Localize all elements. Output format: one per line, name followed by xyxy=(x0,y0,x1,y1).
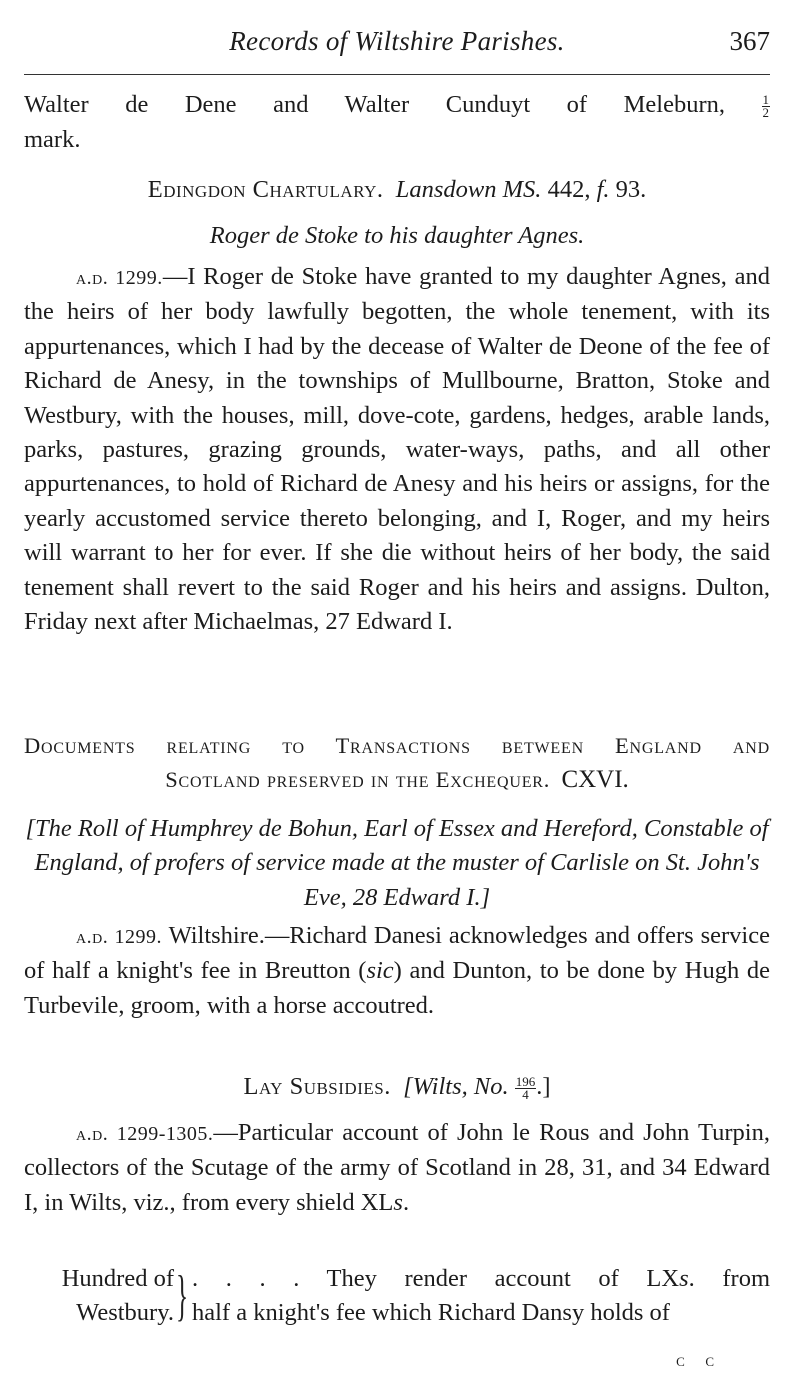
lay-heading-ref: [Wilts, No. xyxy=(403,1073,509,1100)
lay-fraction xyxy=(515,1073,537,1102)
hundred-account-line1-post: . from xyxy=(688,1265,770,1292)
hundred-label xyxy=(24,1262,174,1331)
intro-line-2: mark. xyxy=(24,126,81,153)
edingdon-heading-ref: Lansdown MS. xyxy=(395,176,542,203)
fraction-denominator: 2 xyxy=(762,104,770,120)
hundred-account-line1 xyxy=(192,1262,770,1296)
lay-heading-close: .] xyxy=(536,1073,551,1100)
lay-date: a.d. 1299-1305. xyxy=(76,1123,214,1145)
edingdon-date: a.d. 1299. xyxy=(76,267,163,289)
brace-mark: } xyxy=(176,1265,189,1327)
page-header xyxy=(24,16,770,75)
lay-body-pre: —Particular account of John le Rous and John Turpin, collectors of the Scutage of the army of Scotland in 28, 31, and 34 Edward I, in Wilts, viz., from every shield XL xyxy=(24,1119,770,1216)
edingdon-heading-page: 93. xyxy=(615,176,647,203)
hundred-label-line2: Westbury. xyxy=(76,1299,174,1327)
lay-shillings: s xyxy=(393,1188,403,1216)
edingdon-body: —I Roger de Stoke have granted to my daughter Agnes, and the heirs of her body lawfully begotten, the whole tenement, with its appurtenances, which I had by the decease of Walter de Deone of the fee of Richard de Anesy, in the townships of Mullbourne, Bratton, Stoke and Westbury, with the houses, mill, dove-cote, gardens, hedges, arable lands, parks, pastures, grazing grounds, water-ways, paths, and all other appurtenances, to hold of Richard de Anesy and his heirs or assigns, for the yearly accustomed service thereto belonging, and I, Roger, and my heirs will warrant to her for ever. If she die without heirs of her body, the said tenement shall revert to the said Roger and his heirs and assigns. Dulton, Friday next after Michaelmas, 27 Edward I. xyxy=(24,263,770,636)
page-number: 367 xyxy=(729,26,770,56)
signature-mark: c c xyxy=(676,1350,722,1370)
fraction-numerator: 1 xyxy=(762,91,770,107)
edingdon-heading xyxy=(24,173,770,207)
hundred-entry xyxy=(24,1262,770,1332)
documents-heading-number: CXVI. xyxy=(561,766,629,793)
lay-body-post: . xyxy=(402,1188,410,1216)
lay-heading xyxy=(24,1070,770,1104)
intro-text: Walter de Dene and Walter Cunduyt of Meleburn, xyxy=(24,91,725,118)
documents-sic: sic xyxy=(366,957,394,985)
edingdon-heading-caps: Edingdon Chartulary. xyxy=(147,176,384,203)
edingdon-heading-f: f. xyxy=(596,176,610,203)
documents-heading-line2 xyxy=(24,763,770,797)
documents-body-post: ) and Dunton, to be done by Hugh de Turbevile, groom, with a horse accoutred. xyxy=(24,957,771,1019)
documents-roll-note: [The Roll of Humphrey de Bohun, Earl of Essex and Hereford, Constable of England, of profers of service made at the muster of Carlisle on St. John's Eve, 28 Edward I.] xyxy=(25,815,769,911)
running-title: Records of Wiltshire Parishes. xyxy=(229,26,565,56)
lay-paragraph xyxy=(24,1116,770,1220)
hundred-account-shillings: s xyxy=(679,1265,689,1292)
documents-paragraph xyxy=(24,919,770,1023)
edingdon-subtitle: Roger de Stoke to his daughter Agnes. xyxy=(209,222,585,249)
intro-line xyxy=(24,88,770,122)
edingdon-heading-num: 442, xyxy=(547,176,591,203)
documents-date: a.d. 1299. xyxy=(76,926,163,948)
documents-heading-caps: Scotland preserved in the Exchequer. xyxy=(165,767,551,792)
lay-fraction-numerator: 196 xyxy=(515,1073,536,1089)
half-fraction xyxy=(762,91,771,120)
documents-body-pre: Wiltshire.—Richard Danesi acknowledges and offers service of half a knight's fee in Breutton ( xyxy=(24,922,770,985)
hundred-account-line1-pre: . . . . They render account of LX xyxy=(192,1265,680,1292)
hundred-label-line1: Hundred of xyxy=(61,1265,174,1292)
hundred-account-line2: half a knight's fee which Richard Dansy holds of xyxy=(192,1299,670,1327)
edingdon-paragraph xyxy=(24,260,770,639)
lay-heading-caps: Lay Subsidies. xyxy=(243,1073,391,1100)
lay-fraction-denominator: 4 xyxy=(522,1086,529,1102)
hundred-account xyxy=(192,1262,770,1331)
documents-heading-line1: Documents relating to Transactions between England and xyxy=(24,733,770,758)
